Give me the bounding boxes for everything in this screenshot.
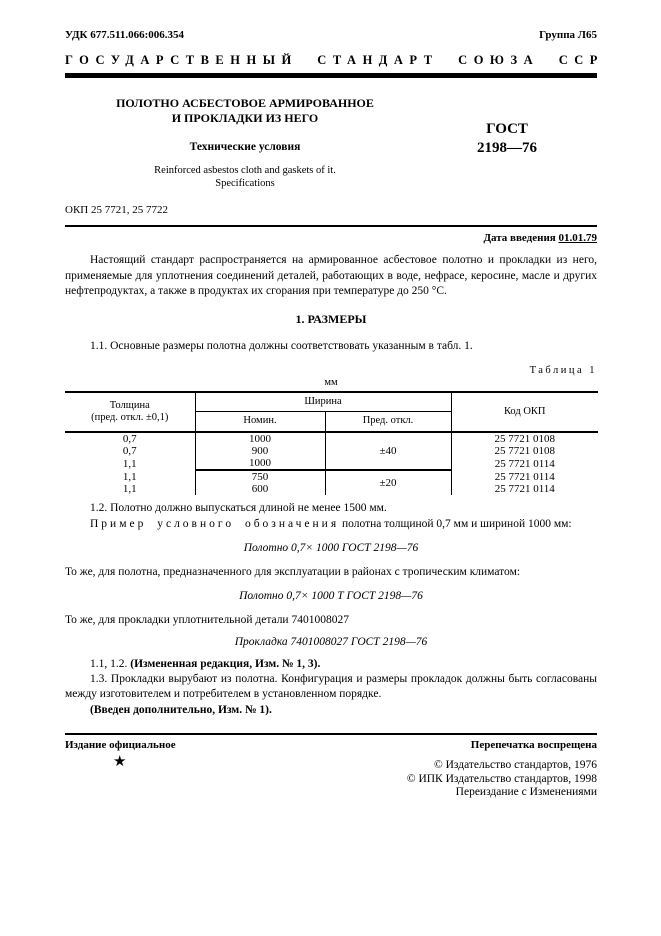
table-row bbox=[65, 470, 598, 483]
nominal-value: 750 bbox=[195, 470, 325, 483]
document-title bbox=[65, 96, 425, 126]
document-title-en-line2: Specifications bbox=[215, 178, 275, 189]
nominal-value: 1000 bbox=[195, 432, 325, 445]
document-title-english bbox=[65, 164, 425, 190]
document-subtitle: Технические условия bbox=[189, 141, 301, 153]
col-header-thickness bbox=[65, 392, 195, 432]
scope-paragraph: Настоящий стандарт распространяется на армированное асбестовое полотно и прокладки из него, применяемые для уплотнения соединений деталей, работающих в воде, нефрасе, керосине, масле и других нефтепродуктах, а также в продуктах их сгорания при температуре до 250 °С. bbox=[65, 254, 597, 297]
col-header-width: Ширина bbox=[195, 392, 451, 411]
col-header-deviation: Пред. откл. bbox=[325, 411, 451, 432]
document-title-en-line1: Reinforced asbestos cloth and gaskets of it. bbox=[154, 165, 336, 176]
introduction-date bbox=[65, 231, 597, 245]
document-title-line1: ПОЛОТНО АСБЕСТОВОЕ АРМИРОВАННОЕ bbox=[116, 96, 374, 110]
date-label: Дата введения bbox=[483, 232, 559, 244]
copyright-line-1998: © ИПК Издательство стандартов, 1998 bbox=[406, 772, 597, 785]
okp-value: 25 7721 0108 bbox=[494, 433, 555, 445]
title-block bbox=[65, 96, 597, 217]
footer-lower-row bbox=[65, 754, 597, 800]
clause-1-1: 1.1. Основные размеры полотна должны соответствовать указанным в табл. 1. bbox=[90, 339, 473, 352]
designation-example-2: Полотно 0,7× 1000 Т ГОСТ 2198—76 bbox=[239, 589, 423, 602]
gost-label: ГОСТ bbox=[486, 121, 528, 137]
deviation-value: ±20 bbox=[325, 470, 451, 495]
footer-rule bbox=[65, 733, 597, 735]
designation-example-1: Полотно 0,7× 1000 ГОСТ 2198—76 bbox=[243, 541, 419, 554]
document-meta-row bbox=[65, 29, 597, 41]
okp-value: 25 7721 0108 bbox=[494, 445, 555, 457]
amendment-clauses: 1.1, 1.2. bbox=[90, 657, 131, 670]
nominal-value: 1000 bbox=[195, 457, 325, 470]
gost-designation bbox=[447, 120, 567, 158]
thickness-value: 1,1 bbox=[65, 483, 195, 495]
document-title-line2: И ПРОКЛАДКИ ИЗ НЕГО bbox=[171, 111, 319, 125]
okp-value: 25 7721 0114 bbox=[494, 470, 555, 483]
tropical-note: То же, для полотна, предназначенного для эксплуатации в районах с тропическим климатом: bbox=[65, 565, 521, 578]
clause-1-3-added-note: (Введен дополнительно, Изм. № 1). bbox=[90, 703, 272, 716]
okp-value: 25 7721 0114 bbox=[494, 483, 555, 495]
clause-1-2: 1.2. Полотно должно выпускаться длиной не менее 1500 мм. bbox=[90, 502, 387, 514]
group-code: Группа Л65 bbox=[539, 29, 597, 41]
date-value: 01.01.79 bbox=[558, 232, 597, 244]
table-header-row-1 bbox=[65, 392, 598, 411]
udc-code: УДК 677.511.066:006.354 bbox=[65, 29, 185, 41]
thickness-value: 0,7 bbox=[65, 432, 195, 445]
amendment-bold-text: (Измененная редакция, Изм. № 1, 3). bbox=[130, 657, 321, 670]
table-units-mm: мм bbox=[324, 377, 338, 388]
col-header-nominal: Номин. bbox=[195, 411, 325, 432]
state-standard-banner: ГОСУДАРСТВЕННЫЙ СТАНДАРТ СОЮЗА ССР bbox=[65, 53, 604, 67]
dimensions-table bbox=[65, 391, 598, 495]
example-spread-text: Пример условного обозначения bbox=[90, 517, 340, 530]
thickness-value: 1,1 bbox=[65, 457, 195, 470]
reprint-prohibited-label: Перепечатка воспрещена bbox=[470, 739, 597, 751]
nominal-value: 900 bbox=[195, 445, 325, 457]
thickness-header-line1: Толщина bbox=[109, 400, 150, 411]
section-1-heading: 1. РАЗМЕРЫ bbox=[295, 311, 367, 326]
clause-1-3: 1.3. Прокладки вырубают из полотна. Конфигурация и размеры прокладок должны быть согласованы между изготовителем и потребителем в установленном порядке. bbox=[65, 672, 597, 700]
col-header-okp: Код ОКП bbox=[451, 392, 598, 432]
gost-number: 2198—76 bbox=[477, 140, 537, 156]
intro-rule bbox=[65, 225, 597, 227]
designation-example-3: Прокладка 7401008027 ГОСТ 2198—76 bbox=[234, 635, 428, 648]
star-icon: ★ bbox=[113, 754, 127, 770]
gasket-note: То же, для прокладки уплотнительной детали 7401008027 bbox=[65, 613, 349, 626]
okp-value: 25 7721 0114 bbox=[494, 457, 555, 470]
title-left-column bbox=[65, 96, 425, 217]
thickness-header-line2: (пред. откл. ±0,1) bbox=[91, 412, 169, 423]
designation-example-intro bbox=[65, 517, 597, 532]
banner-rule bbox=[65, 73, 597, 78]
amendment-note-1 bbox=[65, 657, 597, 672]
table-row bbox=[65, 432, 598, 445]
official-edition-label: Издание официальное bbox=[65, 739, 176, 751]
okp-codes: ОКП 25 7721, 25 7722 bbox=[65, 204, 168, 216]
example-rest-text: полотна толщиной 0,7 мм и шириной 1000 мм: bbox=[339, 517, 572, 530]
thickness-value: 0,7 bbox=[65, 445, 195, 457]
nominal-value: 600 bbox=[195, 483, 325, 495]
deviation-value: ±40 bbox=[325, 432, 451, 470]
reissue-note: Переиздание с Изменениями bbox=[455, 786, 597, 798]
thickness-value: 1,1 bbox=[65, 470, 195, 483]
copyright-block bbox=[407, 759, 597, 800]
footer-row bbox=[65, 738, 597, 752]
copyright-line-1976: © Издательство стандартов, 1976 bbox=[433, 759, 597, 771]
table-1-label: Таблица 1 bbox=[529, 365, 597, 376]
